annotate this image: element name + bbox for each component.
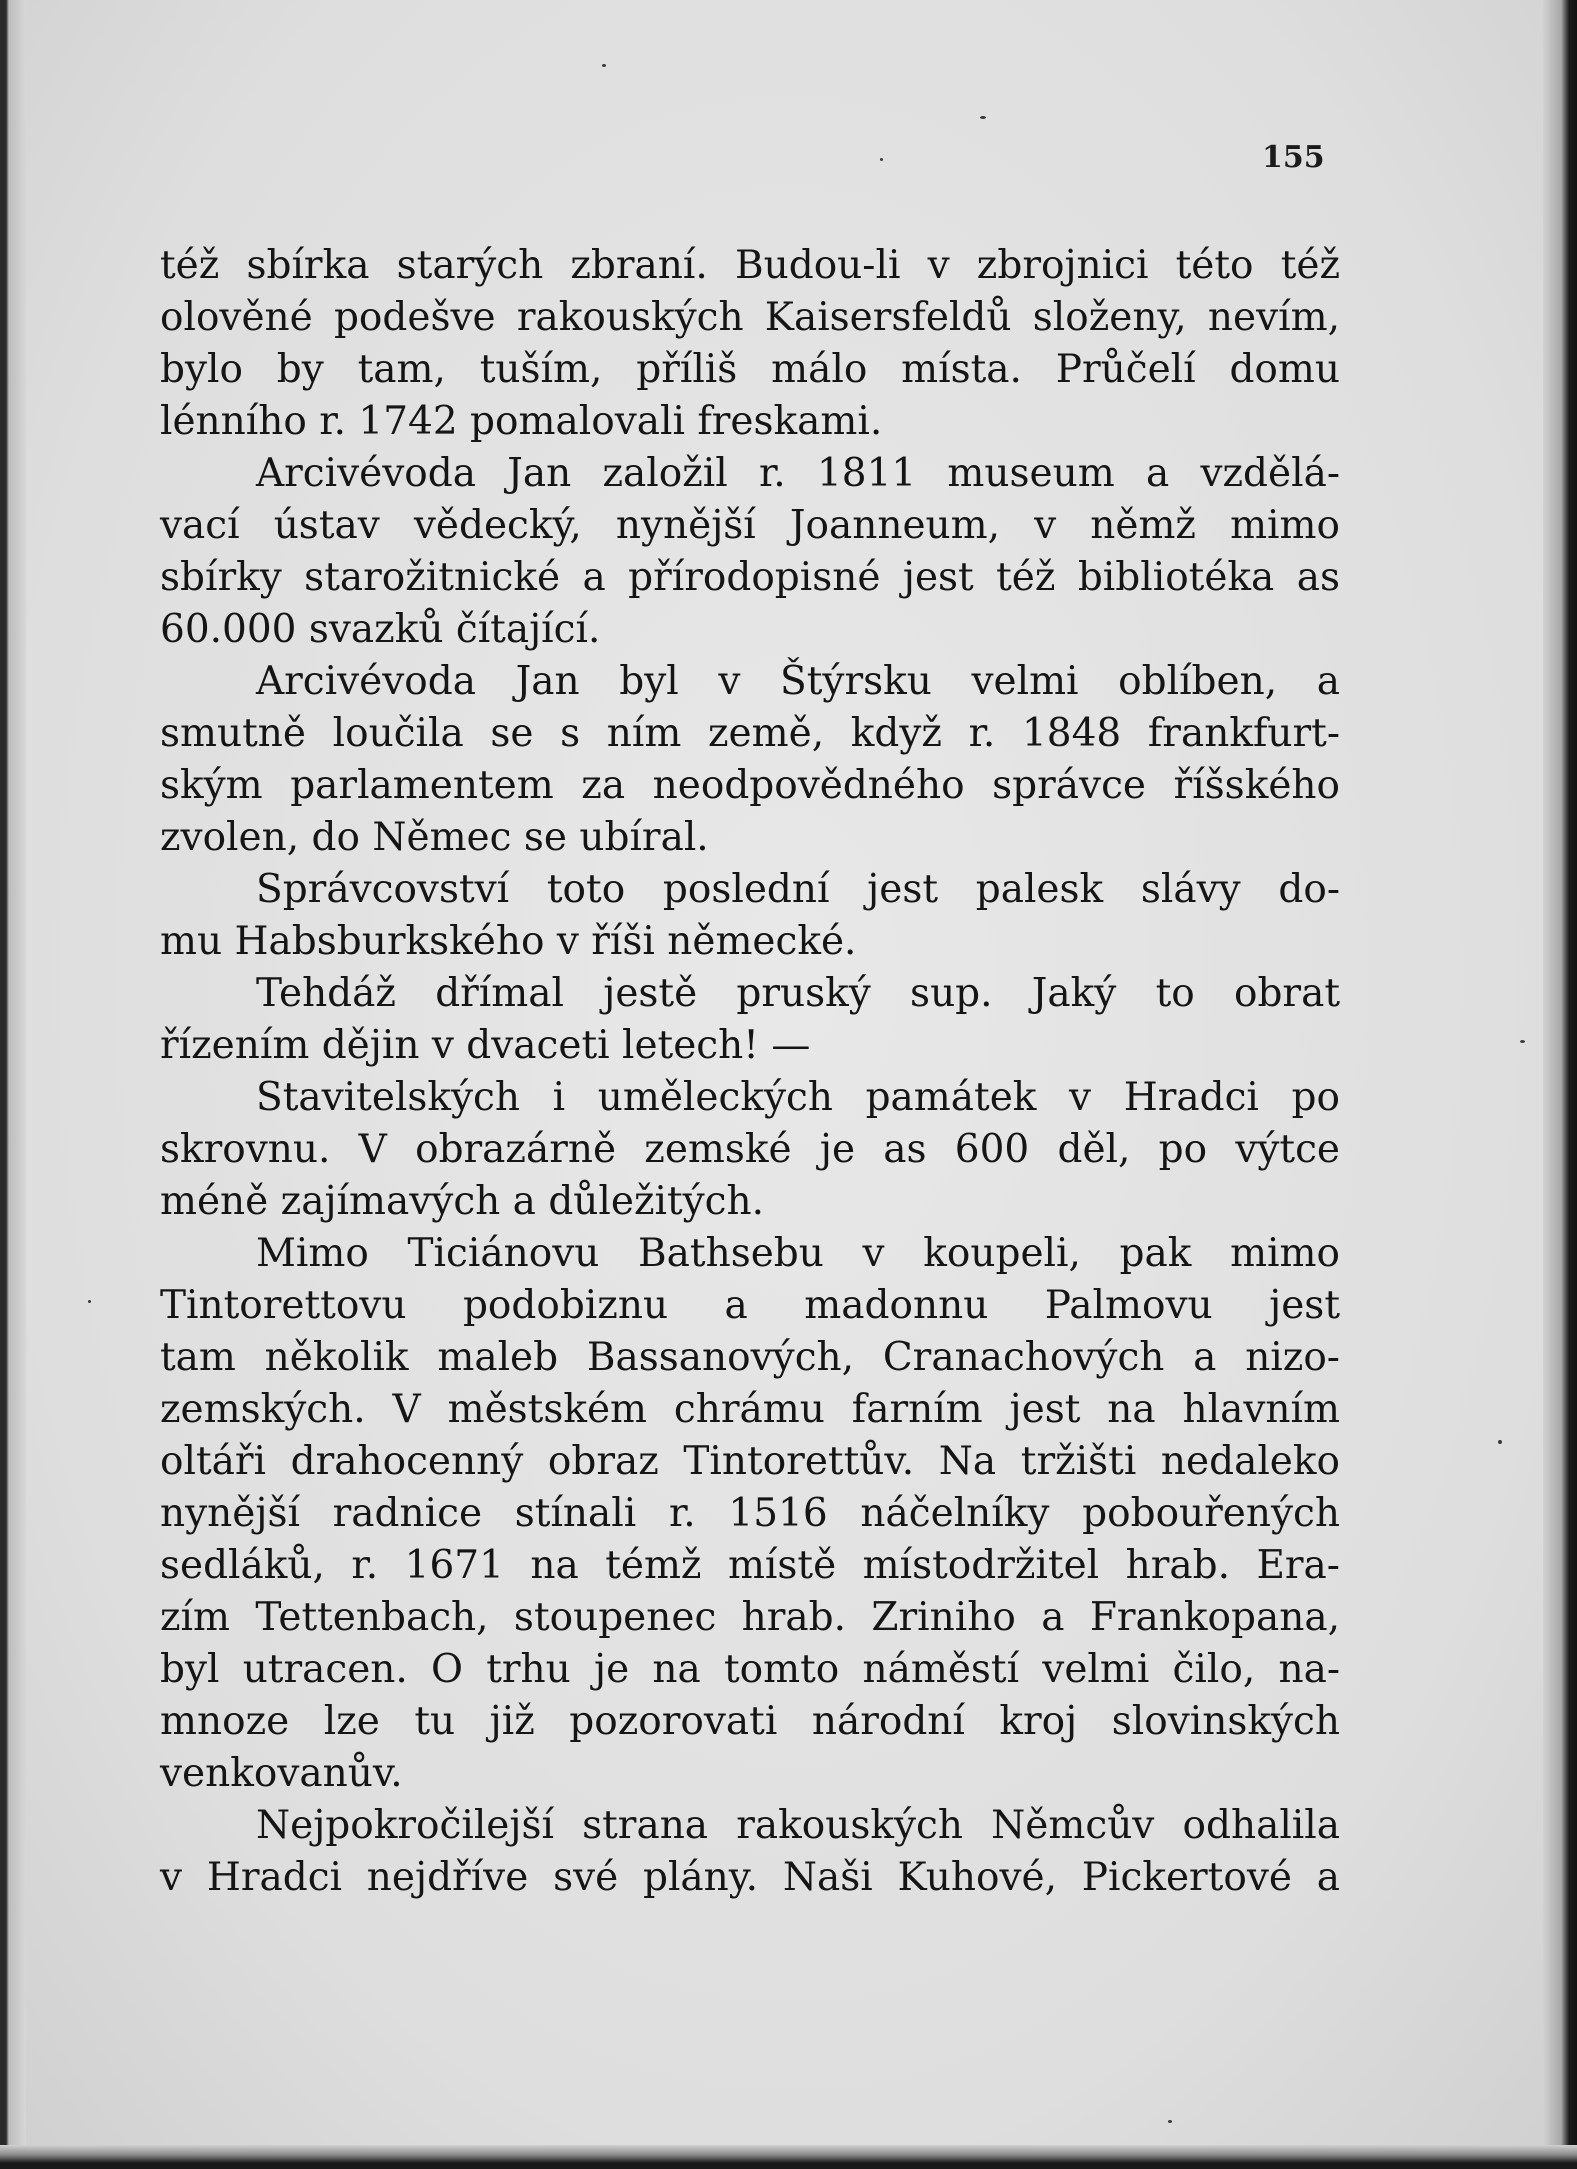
print-speck <box>880 158 883 161</box>
page-edge-right <box>1543 0 1577 2169</box>
text-line: Tintorettovu podobiznu a madonnu Palmovu jest <box>160 1283 1340 1328</box>
text-line: oltáři drahocenný obraz Tintorettův. Na tržišti nedaleko <box>160 1439 1340 1484</box>
text-line: sedláků, r. 1671 na témž místě místodržitel hrab. Era- <box>160 1543 1340 1588</box>
text-line: Tehdáž dřímal jestě pruský sup. Jaký to obrat <box>256 971 1340 1016</box>
print-speck <box>88 1300 91 1303</box>
text-line: méně zajímavých a důležitých. <box>160 1179 765 1224</box>
text-line: 60.000 svazků čítající. <box>160 607 601 652</box>
text-line: vací ústav vědecký, nynější Joanneum, v němž mimo <box>160 503 1340 548</box>
text-line: tam několik maleb Bassanových, Cranachových a nizo- <box>160 1335 1340 1380</box>
text-line: zím Tettenbach, stoupenec hrab. Zriniho a Frankopana, <box>160 1595 1340 1640</box>
text-line: Správcovství toto poslední jest palesk slávy do- <box>256 867 1340 912</box>
page-edge-left <box>0 0 26 2169</box>
print-speck <box>1520 1040 1525 1043</box>
text-line: Nejpokročilejší strana rakouských Němcův odhalila <box>256 1803 1340 1848</box>
print-speck <box>1498 1440 1502 1444</box>
page-edge-bottom <box>0 2145 1577 2169</box>
print-speck <box>980 116 986 119</box>
print-speck <box>1168 2120 1172 2123</box>
text-line: v Hradci nejdříve své plány. Naši Kuhové, Pickertové a <box>160 1855 1340 1900</box>
text-line: zemských. V městském chrámu farním jest na hlavním <box>160 1387 1340 1432</box>
text-line: olověné podešve rakouských Kaisersfeldů složeny, nevím, <box>160 295 1340 340</box>
text-line: lénního r. 1742 pomalovali freskami. <box>160 399 883 444</box>
text-line: Mimo Ticiánovu Bathsebu v koupeli, pak mimo <box>256 1231 1340 1276</box>
text-line: sbírky starožitnické a přírodopisné jest též bibliotéka as <box>160 555 1340 600</box>
text-line: venkovanův. <box>160 1751 403 1796</box>
text-line: Arcivévoda Jan byl v Štýrsku velmi oblíben, a <box>256 659 1340 704</box>
text-line: Arcivévoda Jan založil r. 1811 museum a vzdělá- <box>256 451 1340 496</box>
text-line: ským parlamentem za neodpovědného správce říšského <box>160 763 1340 808</box>
text-line: bylo by tam, tuším, příliš málo místa. Průčelí domu <box>160 347 1340 392</box>
text-line: mu Habsburkského v říši německé. <box>160 919 857 964</box>
text-line: smutně loučila se s ním země, když r. 1848 frankfurt- <box>160 711 1340 756</box>
page-number: 155 <box>1262 140 1325 175</box>
text-line: zvolen, do Němec se ubíral. <box>160 815 709 860</box>
text-line: nynější radnice stínali r. 1516 náčelníky pobouřených <box>160 1491 1340 1536</box>
text-line: skrovnu. V obrazárně zemské je as 600 děl, po výtce <box>160 1127 1340 1172</box>
text-line: řízením dějin v dvaceti letech! — <box>160 1023 811 1068</box>
text-line: též sbírka starých zbraní. Budou-li v zbrojnici této též <box>160 243 1340 288</box>
print-speck <box>602 64 606 67</box>
text-line: byl utracen. O trhu je na tomto náměstí velmi čilo, na- <box>160 1647 1340 1692</box>
body-text <box>160 240 1340 1904</box>
text-line: Stavitelských i uměleckých památek v Hradci po <box>256 1075 1340 1120</box>
text-line: mnoze lze tu již pozorovati národní kroj slovinských <box>160 1699 1340 1744</box>
